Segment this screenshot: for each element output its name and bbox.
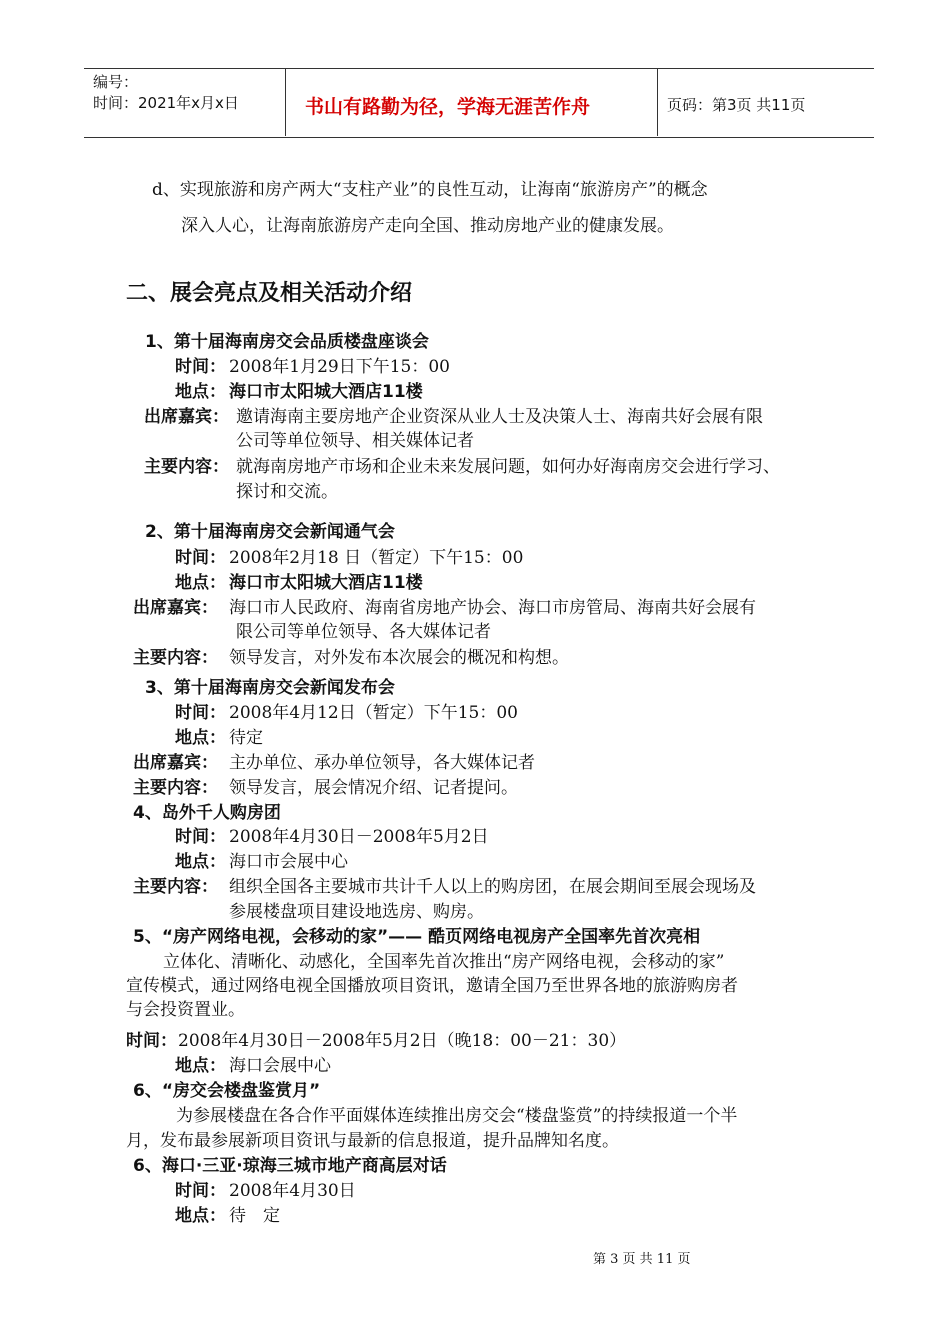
event-time-label: 时间： (175, 548, 226, 568)
event-title: 1、第十届海南房交会品质楼盘座谈会 (145, 332, 429, 352)
event-time-label: 时间： (175, 357, 226, 377)
event-content-label: 主要内容： (133, 648, 218, 668)
header-page-number: 页码：第3页 共11页 (667, 96, 806, 114)
event-content-label: 主要内容： (133, 877, 218, 897)
event-desc-text: 为参展楼盘在各合作平面媒体连续推出房交会“楼盘鉴赏”的持续报道一个半 (176, 1106, 738, 1126)
event-time-label: 时间： (175, 1181, 226, 1201)
event-desc-text: 与会投资置业。 (126, 1000, 245, 1020)
event-place-label: 地点： (175, 382, 226, 402)
event-guests-text: 主办单位、承办单位领导，各大媒体记者 (229, 753, 535, 773)
event-place-value: 海口会展中心 (229, 1056, 331, 1076)
event-time-value: 2008年1月29日下午15：00 (229, 357, 450, 377)
event-title: 3、第十届海南房交会新闻发布会 (145, 678, 395, 698)
intro-line: d、实现旅游和房产两大“支柱产业”的良性互动，让海南“旅游房产”的概念 (152, 180, 708, 200)
event-place-label: 地点： (175, 1056, 226, 1076)
event-content-label: 主要内容： (144, 457, 229, 477)
event-time-label: 时间： (126, 1031, 177, 1051)
event-content-text: 领导发言，展会情况介绍、记者提问。 (229, 778, 518, 798)
event-content-text: 组织全国各主要城市共计千人以上的购房团，在展会期间至展会现场及 (229, 877, 756, 897)
intro-line: 深入人心，让海南旅游房产走向全国、推动房地产业的健康发展。 (181, 216, 674, 236)
event-place-value: 待定 (229, 728, 263, 748)
header-divider (657, 68, 658, 136)
header-time: 时间：2021年x月x日 (93, 94, 239, 112)
event-guests-label: 出席嘉宾： (144, 407, 229, 427)
event-content-text: 就海南房地产市场和企业未来发展问题，如何办好海南房交会进行学习、 (236, 457, 780, 477)
header-number: 编号： (93, 73, 139, 91)
event-time-value: 2008年4月30日－2008年5月2日 (229, 827, 489, 847)
event-title: 6、“房交会楼盘鉴赏月” (133, 1081, 321, 1101)
event-content-text: 领导发言，对外发布本次展会的概况和构想。 (229, 648, 569, 668)
event-title: 6、海口·三亚·琼海三城市地产商高层对话 (133, 1156, 447, 1176)
event-place-value: 待 定 (229, 1206, 280, 1226)
event-guests-text: 限公司等单位领导、各大媒体记者 (236, 622, 491, 642)
event-place-label: 地点： (175, 852, 226, 872)
event-place-value: 海口市太阳城大酒店11楼 (229, 382, 423, 402)
event-guests-label: 出席嘉宾： (133, 598, 218, 618)
header-motto: 书山有路勤为径，学海无涯苦作舟 (305, 96, 591, 118)
event-content-label: 主要内容： (133, 778, 218, 798)
event-title: 4、岛外千人购房团 (133, 803, 281, 823)
event-place-label: 地点： (175, 728, 226, 748)
event-title: 5、“房产网络电视，会移动的家”—— 酷页网络电视房产全国率先首次亮相 (133, 927, 701, 947)
event-place-value: 海口市太阳城大酒店11楼 (229, 573, 423, 593)
event-desc-text: 月，发布最参展新项目资讯与最新的信息报道，提升品牌知名度。 (126, 1131, 619, 1151)
event-guests-text: 邀请海南主要房地产企业资深从业人士及决策人士、海南共好会展有限 (236, 407, 763, 427)
event-title: 2、第十届海南房交会新闻通气会 (145, 522, 395, 542)
event-time-value: 2008年4月12日（暂定）下午15：00 (229, 703, 518, 723)
event-desc-text: 立体化、清晰化、动感化，全国率先首次推出“房产网络电视，会移动的家” (163, 952, 725, 972)
event-time-value: 2008年4月30日 (229, 1181, 356, 1201)
event-time-value: 2008年2月18 日（暂定）下午15：00 (229, 548, 524, 568)
event-place-label: 地点： (175, 573, 226, 593)
event-time-label: 时间： (175, 703, 226, 723)
event-place-value: 海口市会展中心 (229, 852, 348, 872)
header-divider (285, 68, 286, 136)
section-title: 二、展会亮点及相关活动介绍 (126, 281, 413, 306)
page-footer: 第 3 页 共 11 页 (593, 1252, 691, 1267)
event-guests-text: 海口市人民政府、海南省房地产协会、海口市房管局、海南共好会展有 (229, 598, 756, 618)
event-desc-text: 宣传模式，通过网络电视全国播放项目资讯，邀请全国乃至世界各地的旅游购房者 (126, 976, 738, 996)
event-time-label: 时间： (175, 827, 226, 847)
event-content-text: 参展楼盘项目建设地选房、购房。 (229, 902, 484, 922)
event-time-value: 2008年4月30日－2008年5月2日（晚18：00－21：30） (178, 1031, 627, 1051)
event-content-text: 探讨和交流。 (236, 482, 338, 502)
event-place-label: 地点： (175, 1206, 226, 1226)
event-guests-text: 公司等单位领导、相关媒体记者 (236, 431, 474, 451)
event-guests-label: 出席嘉宾： (133, 753, 218, 773)
